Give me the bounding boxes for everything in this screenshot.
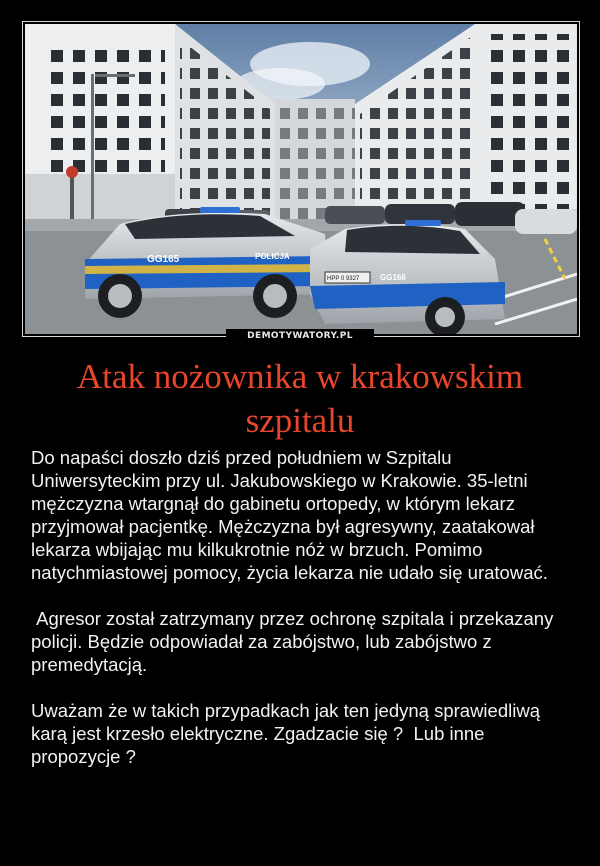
post-title: Atak nożownika w krakowskim szpitalu: [76, 357, 524, 440]
image-frame: [22, 21, 580, 337]
right-car-plate: HPP 0 9327: [327, 276, 360, 282]
photo-illustration: [25, 24, 577, 334]
police-cars-photo: [25, 24, 577, 334]
right-car-number: GG166: [380, 273, 406, 282]
left-car-number: GG165: [147, 254, 180, 265]
paragraph-3: Uważam że w takich przypadkach jak ten jedyną sprawiedliwą karą jest krzesło elektryczne. Zgadzacie się ? Lub inne propozycje ?: [31, 700, 546, 767]
site-watermark: DEMOTYWATORY.PL: [226, 329, 374, 343]
paragraph-1: Do napaści doszło dziś przed południem w Szpitalu Uniwersyteckim przy ul. Jakubowskiego w Krakowie. 35-letni mężczyzna wtargnął do gabinetu ortopedy, w którym lekarz przyjmował pacjentkę. Mężczyzna był agresywny, zaatakował lekarza wbijając mu kilkukrotnie nóż w brzuch. Pomimo natychmiastowej pomocy, życia lekarza nie udało się uratować.: [31, 447, 548, 583]
post-body: [31, 446, 579, 768]
paragraph-2: Agresor został zatrzymany przez ochronę szpitala i przekazany policji. Będzie odpowiadał za zabójstwo, lub zabójstwo z premedytacją.: [31, 608, 559, 675]
left-car-label: POLICJA: [255, 252, 290, 261]
